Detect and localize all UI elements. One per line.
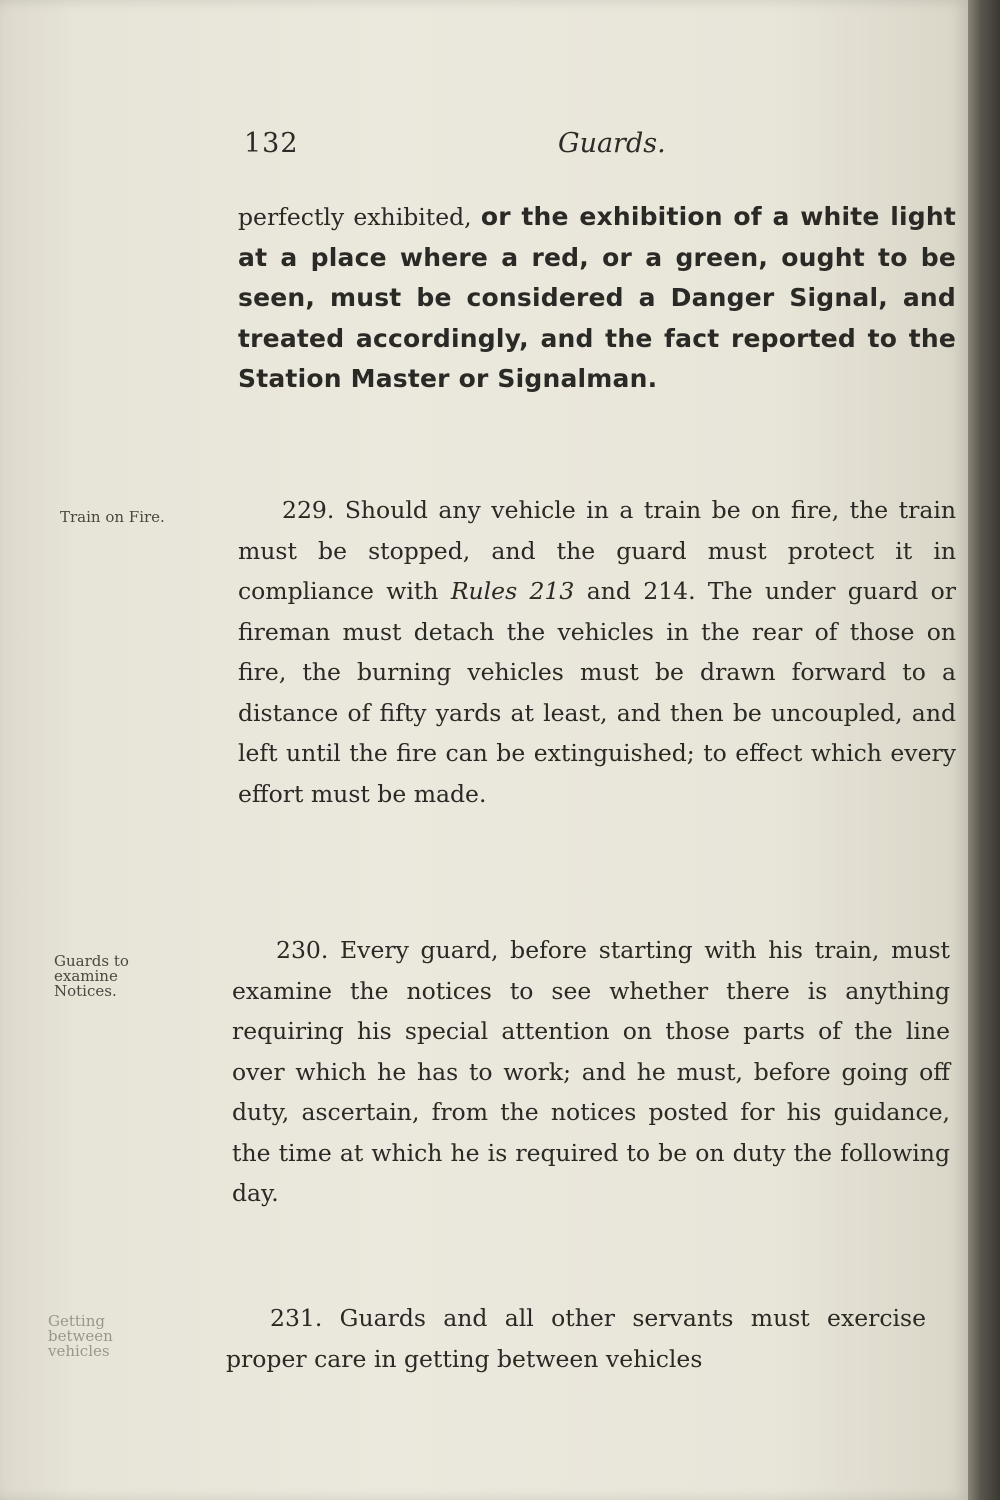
rule-231-paragraph (226, 1298, 926, 1379)
rule-number: 230. (276, 936, 329, 964)
rule-229-paragraph (238, 490, 956, 814)
continuation-regular-text: perfectly exhibited, (238, 203, 481, 231)
margin-note-line: Train on Fire. (60, 508, 165, 526)
rule-text: Guards and all other servants must exercise proper care in getting between vehicles (226, 1304, 926, 1373)
margin-note-230 (54, 954, 129, 999)
rule-reference: Rules 213 (450, 577, 575, 605)
continuation-bold-text: or the exhibition of a white light at a place where a red, or a green, ought to be seen, must be considered a Danger Signal, and treated accordingly, and the fact reported to the Station Master or Signalman. (238, 202, 956, 393)
margin-note-229 (60, 510, 165, 525)
page-number: 132 (244, 128, 299, 159)
margin-note-line: vehicles (48, 1342, 110, 1360)
margin-note-line: Getting (48, 1312, 105, 1330)
page-edge-shadow (968, 0, 1000, 1500)
continuation-paragraph (238, 197, 956, 400)
margin-note-line: between (48, 1327, 113, 1345)
running-head (244, 128, 684, 168)
running-title: Guards. (558, 128, 666, 159)
margin-note-line: Notices. (54, 982, 117, 1000)
margin-note-line: examine (54, 967, 118, 985)
rule-230-paragraph (232, 930, 950, 1214)
rule-text: Every guard, before starting with his train, must examine the notices to see whether there is anything requiring his special attention on those parts of the line over which he has to work; and he must, before going off duty, ascertain, from the notices posted for his guidance, the time at which he is required to be on duty the following day. (232, 936, 950, 1207)
rule-number: 229. (282, 496, 335, 524)
rule-text-continued: and 214. The under guard or fireman must detach the vehicles in the rear of those on fire, the burning vehicles must be drawn forward to a distance of fifty yards at least, and then be uncoupled, and left until the fire can be extinguished; to effect which every effort must be made. (238, 577, 956, 808)
margin-note-line: Guards to (54, 952, 129, 970)
rule-number: 231. (270, 1304, 323, 1332)
margin-note-231 (48, 1314, 113, 1359)
rule-text: Should any vehicle in a train be on fire, the train must be stopped, and the guard must protect it in compliance with (238, 496, 956, 605)
